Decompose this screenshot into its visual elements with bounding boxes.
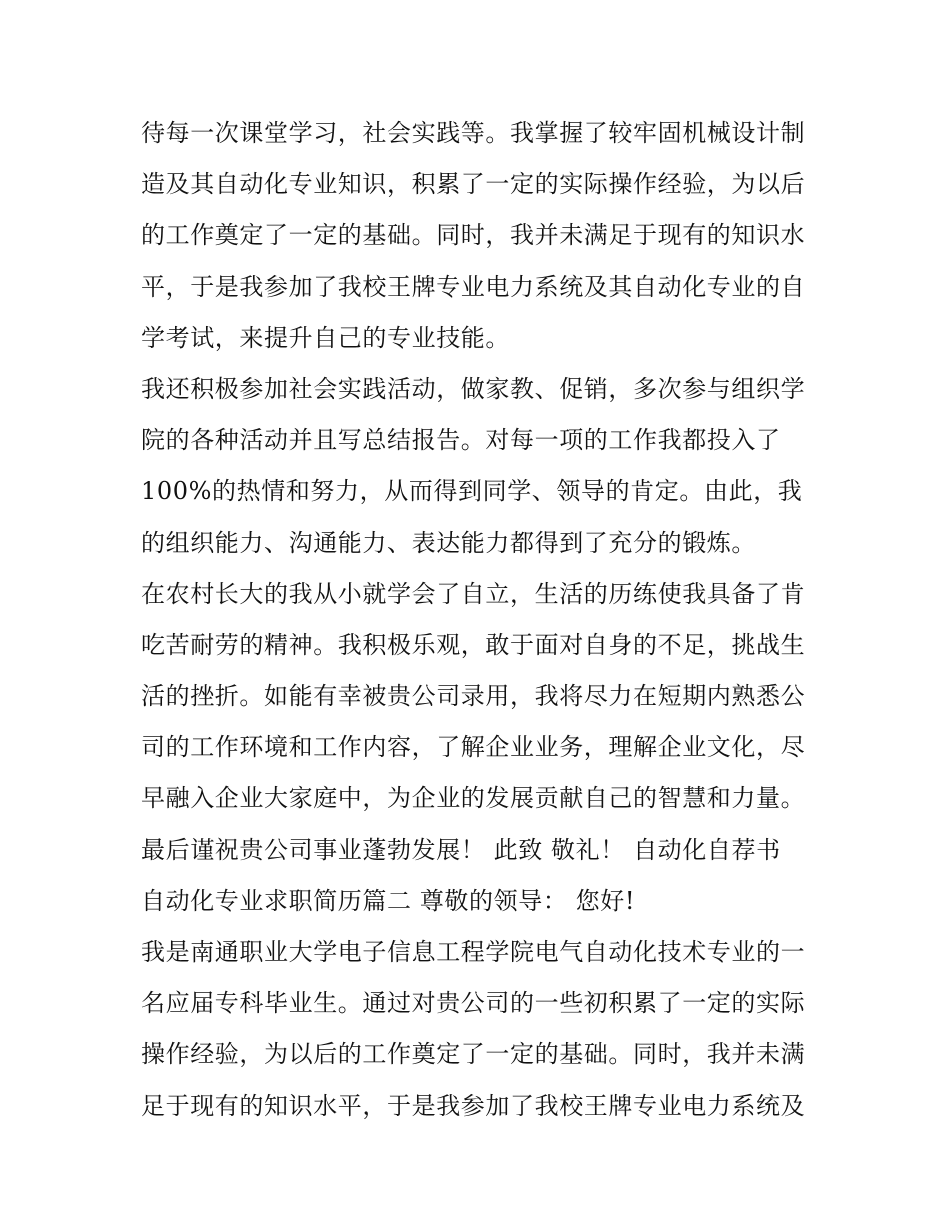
- text-line: 学考试，来提升自己的专业技能。: [141, 323, 510, 352]
- text-line: 活的挫折。如能有幸被贵公司录用，我将尽力在短期内熟悉公: [141, 682, 806, 711]
- text-line: 的组织能力、沟通能力、表达能力都得到了充分的锻炼。: [141, 528, 756, 557]
- text-line: 待每一次课堂学习，社会实践等。我掌握了较牢固机械设计制: [141, 119, 806, 147]
- text-line: 自动化专业求职简历篇二 尊敬的领导： 您好!: [141, 886, 636, 915]
- text-line: 平，于是我参加了我校王牌专业电力系统及其自动化专业的自: [141, 272, 806, 301]
- text-line: 我是南通职业大学电子信息工程学院电气自动化技术专业的一: [141, 938, 806, 966]
- text-line: 早融入企业大家庭中，为企业的发展贡献自己的智慧和力量。: [141, 784, 806, 813]
- text-line: 院的各种活动并且写总结报告。对每一项的工作我都投入了: [141, 426, 781, 455]
- text-line: 100%的热情和努力，从而得到同学、领导的肯定。由此，我: [141, 477, 803, 506]
- text-line: 造及其自动化专业知识，积累了一定的实际操作经验，为以后: [141, 170, 806, 199]
- text-line: 的工作奠定了一定的基础。同时，我并未满足于现有的知识水: [141, 221, 806, 250]
- text-line: 我还积极参加社会实践活动，做家教、促销，多次参与组织学: [141, 374, 806, 403]
- text-line: 吃苦耐劳的精神。我积极乐观，敢于面对自身的不足，挑战生: [141, 630, 806, 659]
- text-line: 司的工作环境和工作内容，了解企业业务，理解企业文化，尽: [141, 733, 806, 762]
- body-text: [141, 108, 821, 1132]
- text-line: 操作经验，为以后的工作奠定了一定的基础。同时，我并未满: [141, 1040, 806, 1069]
- text-line: 在农村长大的我从小就学会了自立，生活的历练使我具备了肯: [141, 579, 806, 608]
- text-line: 足于现有的知识水平，于是我参加了我校王牌专业电力系统及: [141, 1091, 806, 1120]
- text-line: 名应届专科毕业生。通过对贵公司的一些初积累了一定的实际: [141, 989, 806, 1018]
- text-line: 最后谨祝贵公司事业蓬勃发展！ 此致 敬礼！ 自动化自荐书: [141, 835, 781, 864]
